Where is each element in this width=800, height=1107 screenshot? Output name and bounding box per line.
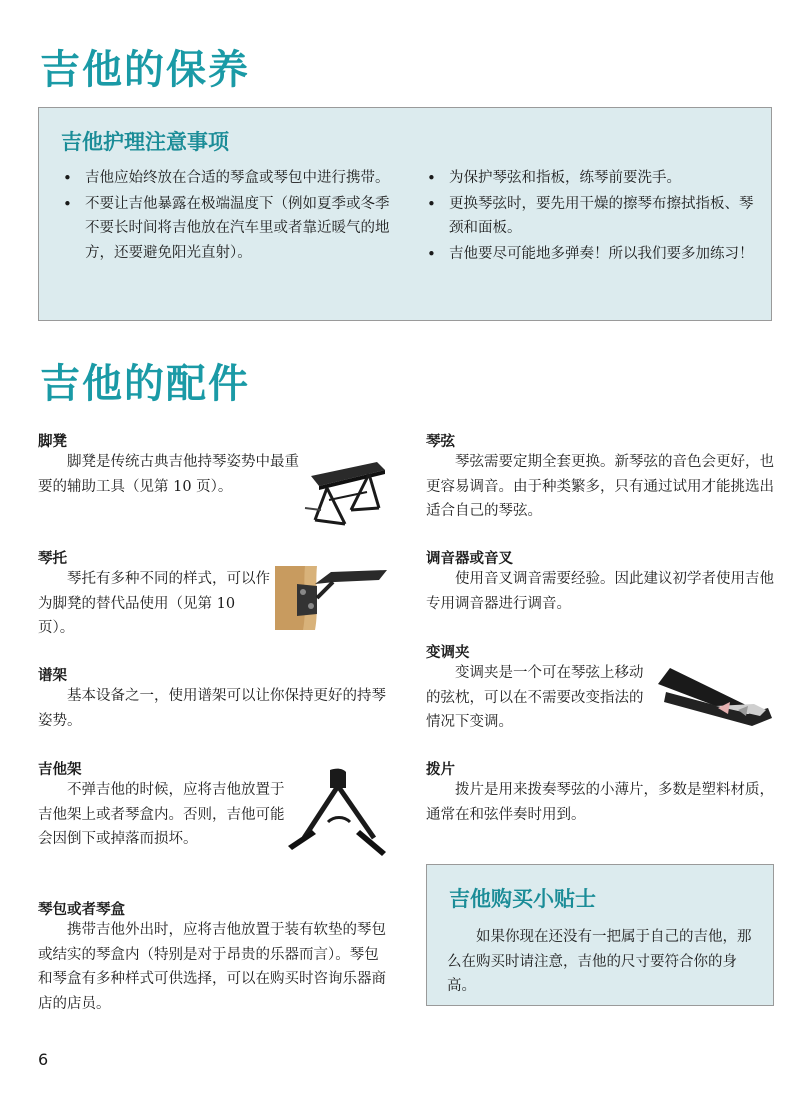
care-tips-list-right (423, 166, 759, 267)
list-item: • 吉他要尽可能地多弹奏！所以我们要多加练习！ (427, 244, 754, 263)
page-title-care: 吉他的保养 (40, 46, 250, 93)
footstool-image (293, 458, 391, 530)
buying-tips-box (426, 864, 774, 1006)
case-text: 携带吉他外出时，应将吉他放置于装有软垫的琴包或结实的琴盒内（特别是对于昂贵的乐器而言）。琴包和琴盒有多种样式可供选择，可以在购买时咨询乐器商店的店员。 (38, 922, 386, 1012)
guitar-stand-image (284, 768, 390, 862)
buying-tips-heading: 吉他购买小贴士 (449, 886, 596, 911)
strings-title: 琴弦 (426, 434, 455, 450)
pick-text: 拨片是用来拨奏琴弦的小薄片，多数是塑料材质，通常在和弦伴奏时用到。 (426, 782, 774, 823)
case-title: 琴包或者琴盒 (38, 902, 125, 918)
capo-title: 变调夹 (426, 645, 470, 661)
tuner-text: 使用音叉调音需要经验。因此建议初学者使用吉他专用调音器进行调音。 (426, 571, 774, 612)
guitar-stand-text: 不弹吉他的时候，应将吉他放置于吉他架上或者琴盒内。否则，吉他可能会因倒下或掉落而损坏。 (38, 782, 285, 847)
guitar-support-image (275, 566, 389, 630)
guitar-stand-title: 吉他架 (38, 762, 82, 778)
support-text: 琴托有多种不同的样式，可以作为脚凳的替代品使用（见第 10 页）。 (38, 571, 270, 636)
tuner-title: 调音器或音叉 (426, 551, 513, 567)
list-item: • 不要让吉他暴露在极端温度下（例如夏季或冬季不要长时间将吉他放在汽车里或者靠近暖气的地方，还要避免阳光直射）。 (63, 194, 390, 261)
page-number: 6 (38, 1050, 49, 1069)
strings-text: 琴弦需要定期全套更换。新琴弦的音色会更好，也更容易调音。由于种类繁多，只有通过试用才能挑选出适合自己的琴弦。 (426, 454, 774, 519)
list-item: • 吉他应始终放在合适的琴盒或琴包中进行携带。 (63, 169, 390, 187)
buying-tips-text: 如果你现在还没有一把属于自己的吉他，那么在购买时请注意，吉他的尺寸要符合你的身高。 (447, 929, 752, 994)
capo-image (656, 662, 776, 730)
music-stand-text: 基本设备之一，使用谱架可以让你保持更好的持琴姿势。 (38, 688, 386, 729)
footstool-title: 脚凳 (38, 434, 67, 450)
capo-text: 变调夹是一个可在琴弦上移动的弦枕，可以在不需要改变指法的情况下变调。 (426, 665, 644, 730)
pick-title: 拨片 (426, 762, 455, 778)
care-tips-box (38, 107, 772, 321)
footstool-text: 脚凳是传统古典吉他持琴姿势中最重要的辅助工具（见第 10 页）。 (38, 454, 299, 495)
care-tips-heading: 吉他护理注意事项 (61, 129, 229, 154)
list-item: • 更换琴弦时，要先用干燥的擦琴布擦拭指板、琴颈和面板。 (427, 194, 754, 236)
page-title-accessories: 吉他的配件 (40, 360, 250, 407)
list-item: • 为保护琴弦和指板，练琴前要洗手。 (427, 169, 681, 187)
care-tips-list-left (59, 166, 403, 266)
support-title: 琴托 (38, 551, 67, 567)
music-stand-title: 谱架 (38, 668, 67, 684)
